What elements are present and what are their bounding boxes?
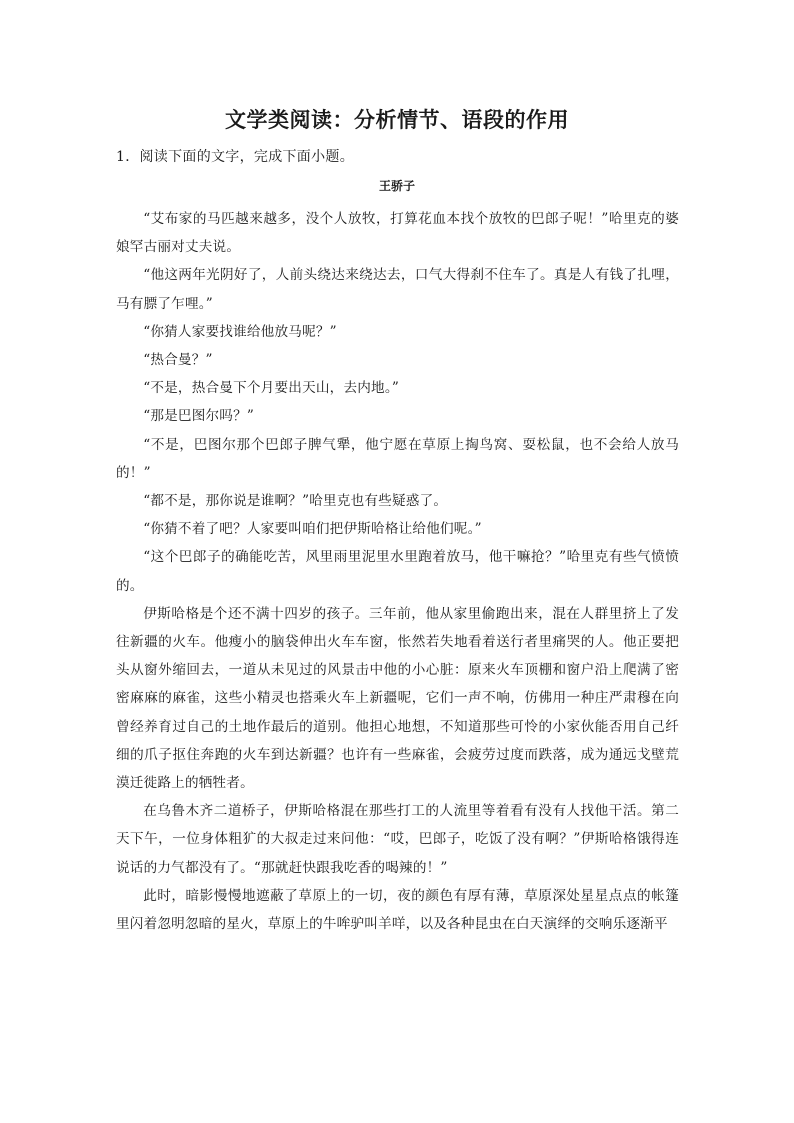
paragraph: “这个巴郎子的确能吃苦，风里雨里泥里水里跑着放马，他干嘛抢？”哈里克有些气愤愤的。: [116, 549, 679, 594]
paragraph: “艾布家的马匹越来越多，没个人放牧，打算花血本找个放牧的巴郎子呢！”哈里克的婆娘罕古丽对丈夫说。: [116, 211, 679, 256]
question-prompt: 1．阅读下面的文字，完成下面小题。: [116, 149, 355, 165]
paragraph: “热合曼？”: [143, 352, 213, 369]
page-title: 文学类阅读：分析情节、语段的作用: [225, 108, 569, 132]
paragraph: 此时，暗影慢慢地遮蔽了草原上的一切，夜的颜色有厚有薄，草原深处星星点点的帐篷里闪着忽明忽暗的星火，草原上的牛哞驴叫羊咩，以及各种昆虫在白天演绎的交响乐逐渐平: [116, 887, 679, 933]
paragraph: “不是，巴图尔那个巴郎子脾气犟，他宁愿在草原上掏鸟窝、耍松鼠，也不会给人放马的！”: [116, 436, 679, 481]
paragraph: 伊斯哈格是个还不满十四岁的孩子。三年前，他从家里偷跑出来，混在人群里挤上了发往新疆的火车。他瘦小的脑袋伸出火车车窗，怅然若失地看着送行者里痛哭的人。他正要把头从窗外缩回去，一道从未见过的风景击中他的小心脏：原来火车顶棚和窗户沿上爬满了密密麻麻的麻雀，这些小精灵也搭乘火车上新疆呢，它们一声不响，仿佛用一种庄严肃穆在向曾经养育过自己的土地作最后的道别。他担心地想，不知道那些可怜的小家伙能否用自己纤细的爪子抠住奔跑的火车到达新疆？也许有一些麻雀，会疲劳过度而跌落，成为通远戈壁荒漠迁徙路上的牺牲者。: [116, 605, 679, 792]
paragraph: “不是，热合曼下个月要出天山，去内地。”: [143, 380, 399, 397]
story-body: [116, 205, 679, 938]
paragraph: “你猜不着了吧？人家要叫咱们把伊斯哈格让给他们呢。”: [143, 521, 482, 538]
paragraph: 在乌鲁木齐二道桥子，伊斯哈格混在那些打工的人流里等着看有没有人找他干活。第二天下午，一位身体粗犷的大叔走过来问他：“哎，巴郎子，吃饭了没有啊？”伊斯哈格饿得连说话的力气都没有了。“那就赶快跟我吃香的喝辣的！”: [116, 803, 679, 876]
paragraph: “你猜人家要找谁给他放马呢？”: [143, 323, 337, 340]
paragraph: “那是巴图尔吗？”: [143, 408, 255, 425]
paragraph: “都不是，那你说是谁啊？”哈里克也有些疑惑了。: [143, 493, 448, 510]
paragraph: “他这两年光阴好了，人前头绕达来绕达去，口气大得刹不住车了。真是人有钱了扎哩，马有膘了乍哩。”: [116, 267, 679, 312]
story-title: 王骄子: [378, 179, 415, 193]
